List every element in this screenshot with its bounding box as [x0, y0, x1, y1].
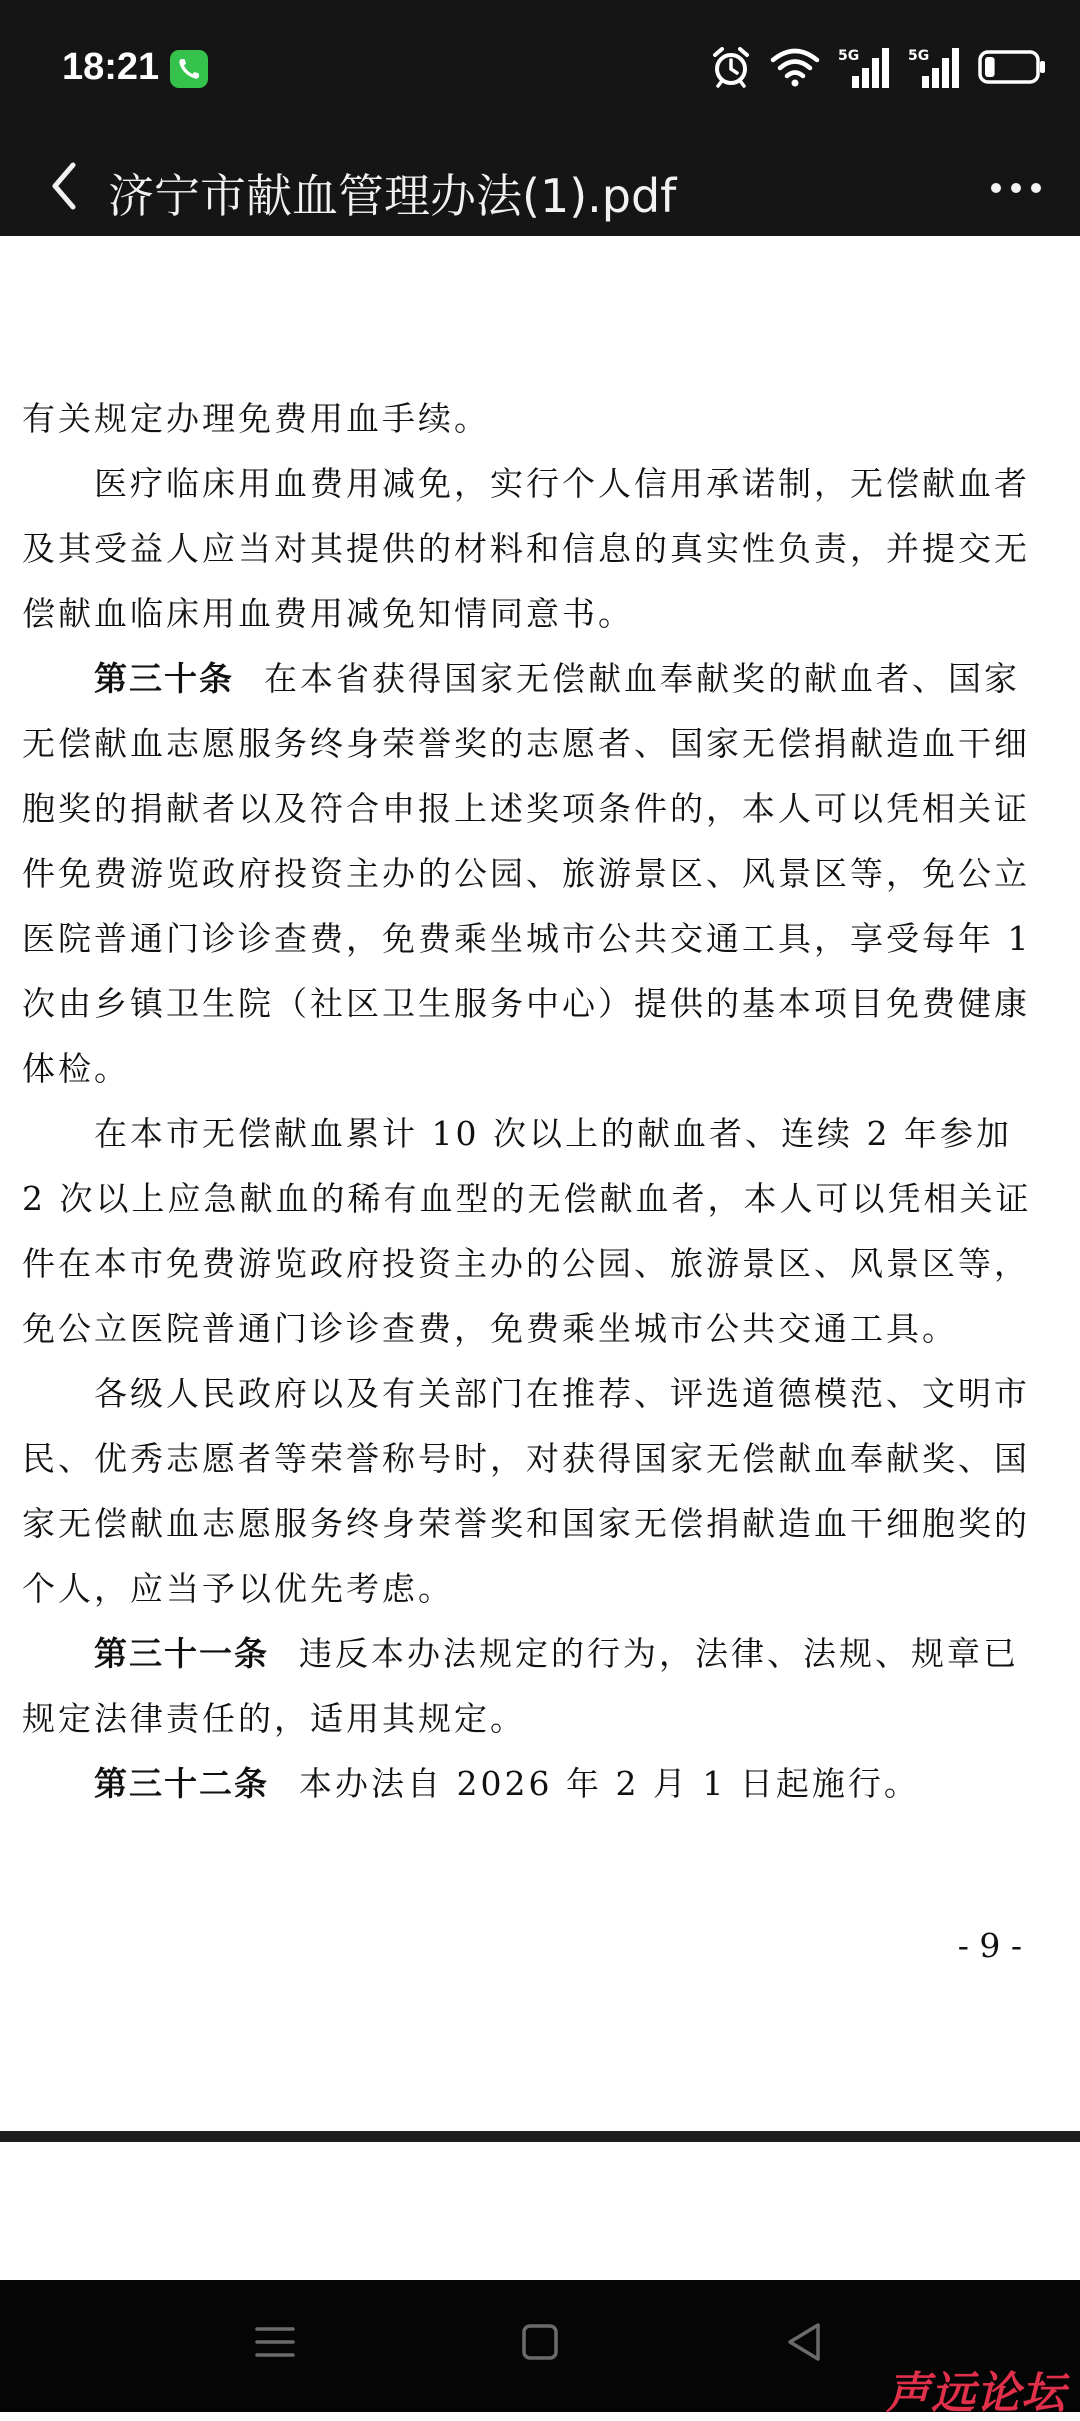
- page-number: - 9 -: [957, 1926, 1022, 1965]
- wifi-icon: [770, 47, 820, 91]
- menu-icon: [255, 2325, 295, 2363]
- recent-apps-button[interactable]: [243, 2312, 307, 2376]
- status-bar: [0, 0, 1080, 140]
- status-icons: [710, 44, 1046, 94]
- paragraph-text: 各级人民政府以及有关部门在推荐、评选道德模范、文明市民、优秀志愿者等荣誉称号时，对获得国家无偿献血奉献奖、国家无偿献血志愿服务终身荣誉奖和国家无偿捐献造血干细胞奖的个人，应当予以优先考虑。: [22, 1374, 1030, 1608]
- title-bar: [0, 140, 1080, 236]
- back-triangle-icon: [785, 2322, 823, 2366]
- home-square-icon: [521, 2323, 559, 2365]
- paragraph-text: 有关规定办理免费用血手续。: [22, 399, 490, 438]
- more-options-button[interactable]: [980, 152, 1052, 224]
- article-label: 第三十条: [94, 659, 234, 698]
- next-pdf-page[interactable]: [0, 2142, 1080, 2280]
- paragraph: [22, 451, 1042, 646]
- article-paragraph: [22, 1751, 1042, 1816]
- signal-label-1: 5G: [838, 48, 860, 64]
- article-paragraph: [22, 646, 1042, 1101]
- phone-call-icon: [170, 50, 208, 88]
- signal-5g-icon: [838, 46, 890, 92]
- document-title: 济宁市献血管理办法(1).pdf: [108, 169, 677, 223]
- paragraph-text: 本办法自 2026 年 2 月 1 日起施行。: [299, 1764, 920, 1803]
- pdf-page[interactable]: [0, 236, 1080, 2131]
- paragraph-text: 违反本办法规定的行为，法律、法规、规章已规定法律责任的，适用其规定。: [22, 1634, 1019, 1738]
- status-time: 18:21: [62, 46, 160, 88]
- page-separator: [0, 2131, 1080, 2142]
- paragraph: [22, 1361, 1042, 1621]
- back-nav-button[interactable]: [772, 2312, 836, 2376]
- document-body: [22, 386, 1042, 1816]
- chevron-left-icon: [47, 161, 81, 215]
- article-label: 第三十一条: [94, 1634, 269, 1673]
- battery-icon: [978, 49, 1046, 89]
- home-button[interactable]: [508, 2312, 572, 2376]
- paragraph: [22, 1101, 1042, 1361]
- alarm-icon: [710, 45, 752, 93]
- signal-5g-icon: [908, 46, 960, 92]
- forum-watermark: 声远论坛: [886, 2368, 1066, 2419]
- back-button[interactable]: [28, 152, 100, 224]
- article-label: 第三十二条: [94, 1764, 269, 1803]
- signal-label-2: 5G: [908, 48, 930, 64]
- article-paragraph: [22, 1621, 1042, 1751]
- paragraph-text: 在本市无偿献血累计 10 次以上的献血者、连续 2 年参加 2 次以上应急献血的稀有血型的无偿献血者，本人可以凭相关证件在本市免费游览政府投资主办的公园、旅游景区、风景区等，免公立医院普通门诊诊查费，免费乘坐城市公共交通工具。: [22, 1114, 1032, 1348]
- more-dots-icon: [990, 179, 1042, 198]
- paragraph-text: 在本省获得国家无偿献血奉献奖的献血者、国家无偿献血志愿服务终身荣誉奖的志愿者、国家无偿捐献造血干细胞奖的捐献者以及符合申报上述奖项条件的，本人可以凭相关证件免费游览政府投资主办的公园、旅游景区、风景区等，免公立医院普通门诊诊查费，免费乘坐城市公共交通工具，享受每年 1 次由乡镇卫生院（社区卫生服务中心）提供的基本项目免费健康体检。: [22, 659, 1032, 1088]
- paragraph-text: 医疗临床用血费用减免，实行个人信用承诺制，无偿献血者及其受益人应当对其提供的材料和信息的真实性负责，并提交无偿献血临床用血费用减免知情同意书。: [22, 464, 1030, 633]
- paragraph: [22, 386, 1042, 451]
